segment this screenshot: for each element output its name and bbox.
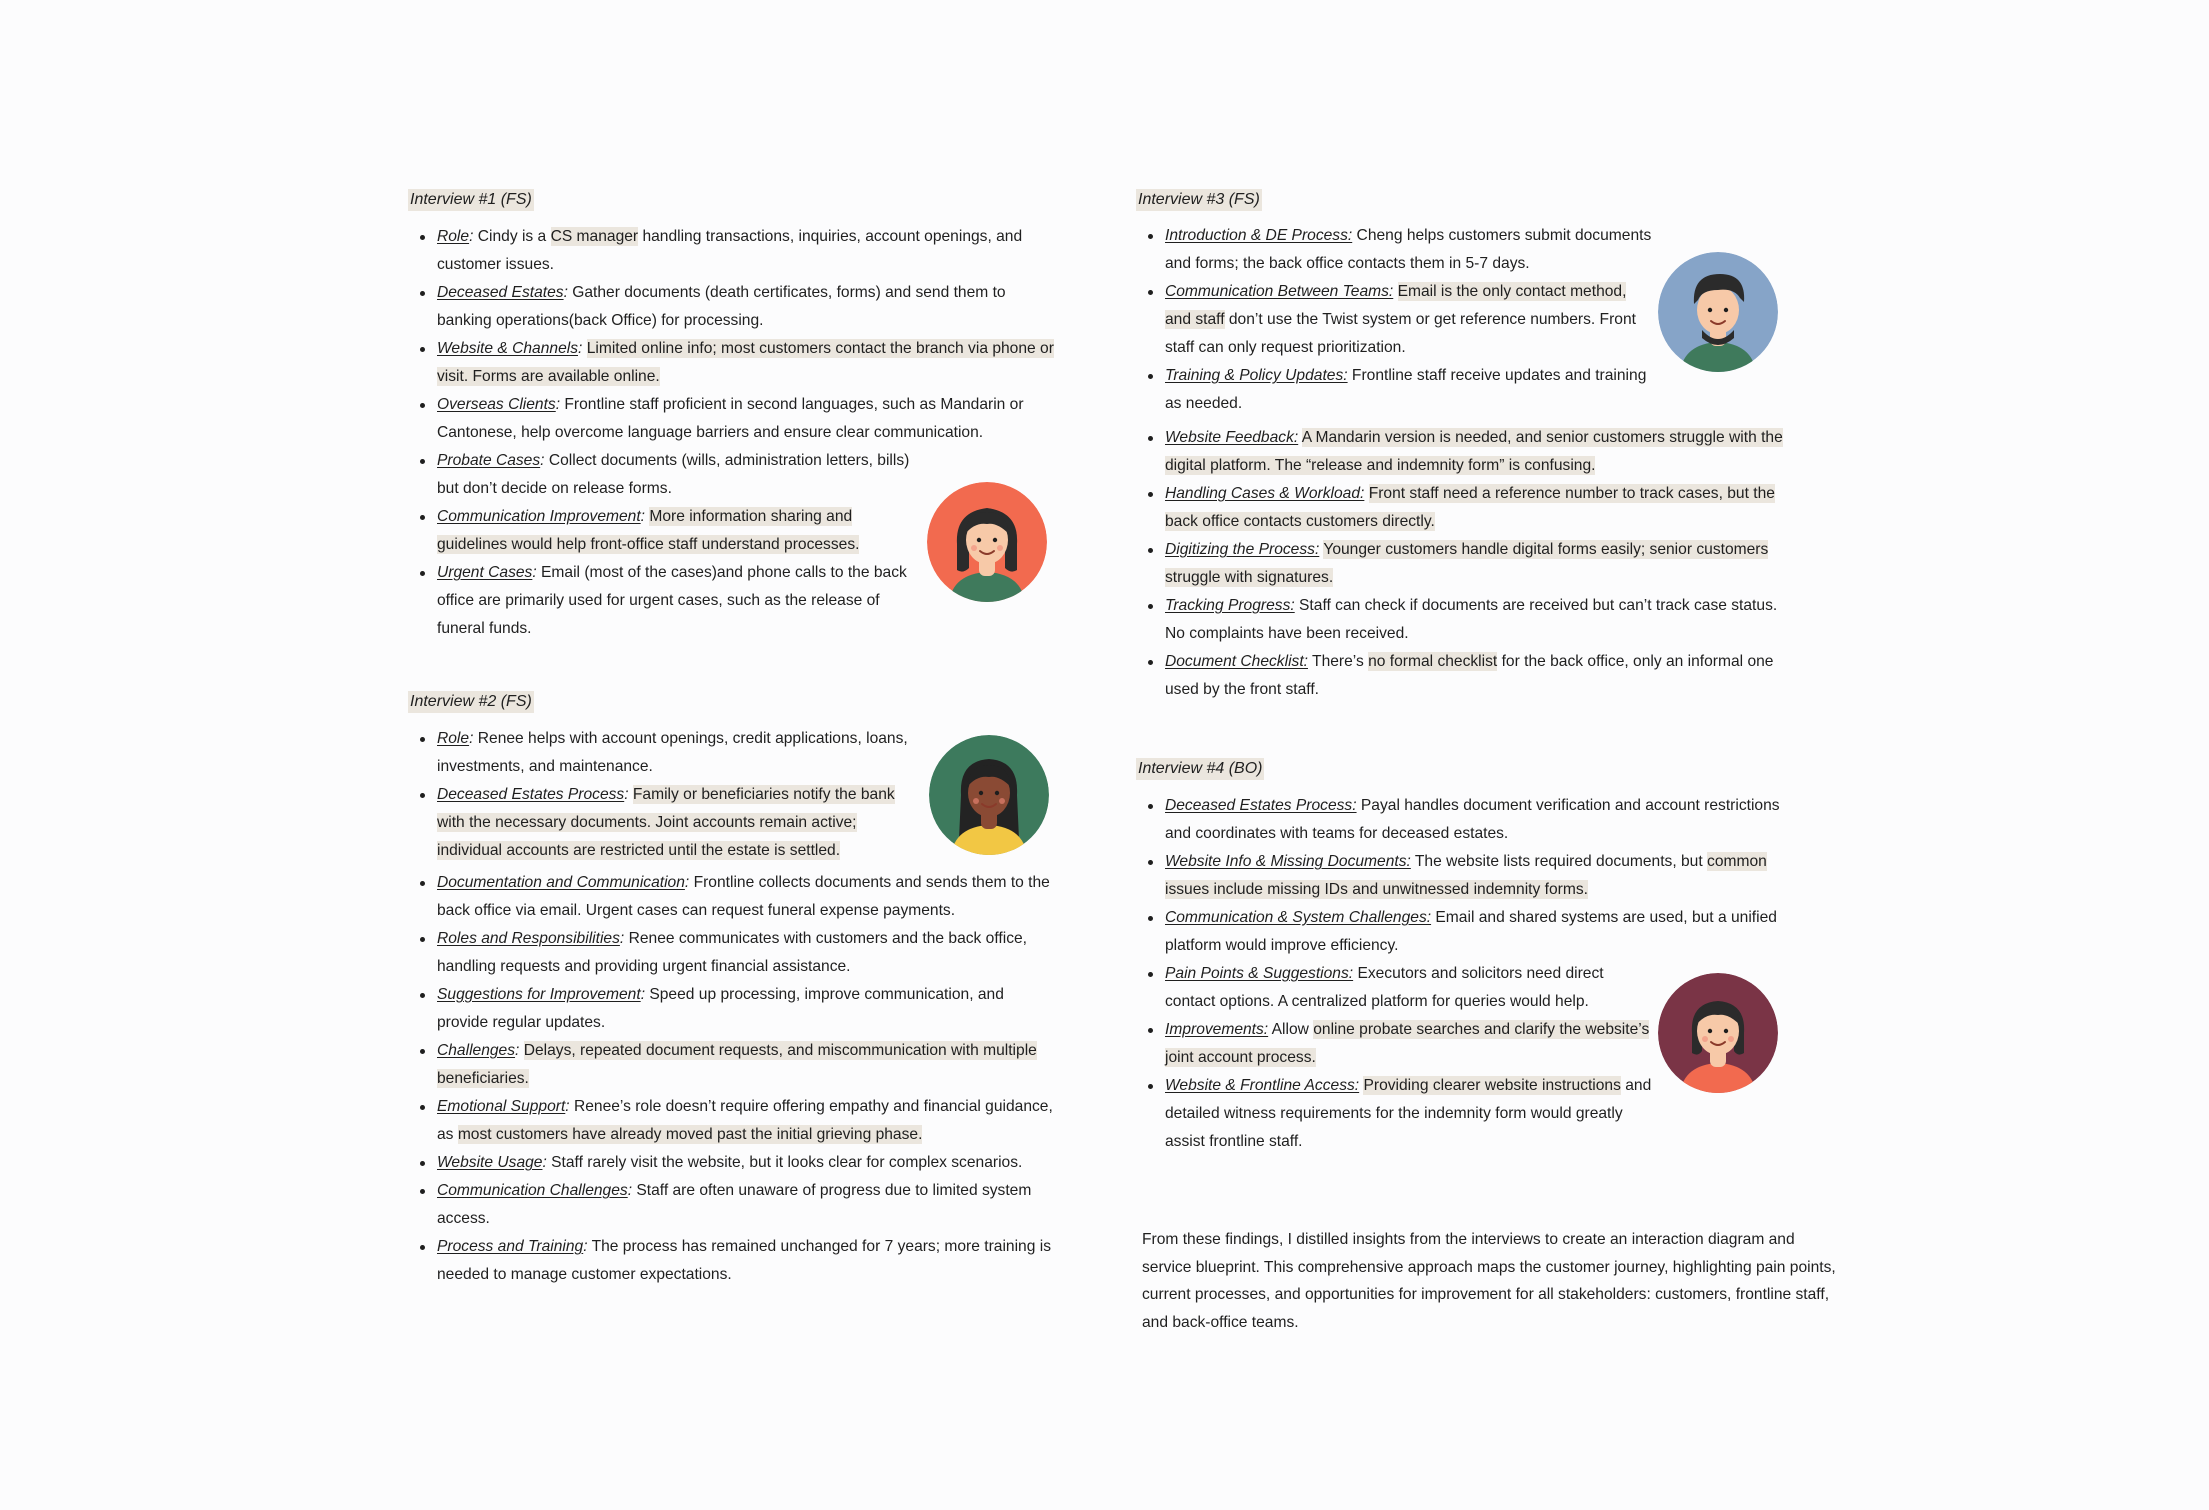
- list-item: [408, 1149, 1058, 1177]
- item-label-separator: :: [578, 340, 583, 357]
- list-item: [1136, 424, 1796, 480]
- item-label: Website & Frontline Access:: [1165, 1077, 1360, 1094]
- item-text: Renee’s role doesn’t require offering empathy and financial guidance, as: [437, 1098, 1053, 1143]
- item-text: and detailed witness requirements for the indemnity form would greatly assist frontline staff.: [1165, 1077, 1652, 1150]
- highlighted-text: most customers have already moved past the initial grieving phase.: [457, 1126, 923, 1143]
- item-label: Pain Points & Suggestions:: [1165, 965, 1354, 982]
- list-item: [408, 1233, 1058, 1289]
- list-item: [408, 559, 912, 643]
- item-label: Urgent Cases: [437, 564, 533, 581]
- list-item: [408, 279, 1058, 335]
- avatar-interview-1: [927, 482, 1047, 602]
- item-label-separator: :: [565, 1098, 570, 1115]
- item-text: Executors and solicitors need direct contact options. A centralized platform for queries would help.: [1165, 965, 1604, 1010]
- highlighted-text: Family or beneficiaries notify the bank with the necessary documents. Joint accounts remain active; individual accounts are restricted until the estate is settled.: [437, 786, 895, 859]
- avatar-interview-4: [1658, 973, 1778, 1093]
- item-text: Staff are often unaware of progress due to limited system access.: [437, 1182, 1032, 1227]
- item-label: Website Usage: [437, 1154, 543, 1171]
- item-label-separator: :: [515, 1042, 520, 1059]
- item-label: Training & Policy Updates:: [1165, 367, 1348, 384]
- item-label: Website & Channels: [437, 340, 578, 357]
- highlighted-text: common issues include missing IDs and unwitnessed indemnity forms.: [1165, 853, 1767, 898]
- item-text: Gather documents (death certificates, forms) and send them to banking operations(back Office) for processing.: [437, 284, 1006, 329]
- item-label-separator: :: [627, 1182, 633, 1199]
- item-label: Deceased Estates Process: [437, 786, 625, 803]
- list-item: [408, 335, 1058, 391]
- list-item: [408, 1177, 1058, 1233]
- list-item: [408, 925, 1058, 981]
- item-label: Website Info & Missing Documents:: [1165, 853, 1411, 870]
- item-text: Frontline staff proficient in second languages, such as Mandarin or Cantonese, help overcome language barriers and ensure clear communication.: [437, 396, 1024, 441]
- item-text: for the back office, only an informal one used by the front staff.: [1165, 653, 1774, 698]
- list-item: [408, 223, 1058, 279]
- item-text: Renee helps with account openings, credit applications, loans, investments, and maintenance.: [437, 730, 908, 775]
- list-item: [408, 503, 912, 559]
- item-label-separator: :: [684, 874, 690, 891]
- item-label-separator: :: [542, 1154, 547, 1171]
- interview-3-title: Interview #3 (FS): [1136, 189, 1262, 211]
- highlighted-text: Providing clearer website instructions: [1363, 1077, 1621, 1094]
- item-label-separator: :: [640, 986, 646, 1003]
- item-label: Emotional Support: [437, 1098, 566, 1115]
- list-item: [1136, 792, 1796, 848]
- item-text: Renee communicates with customers and the back office, handling requests and providing urgent financial assistance.: [437, 930, 1027, 975]
- interview-1-title: Interview #1 (FS): [408, 189, 534, 211]
- item-label-separator: :: [555, 396, 561, 413]
- avatar-interview-3: [1658, 252, 1778, 372]
- item-text: Collect documents (wills, administration letters, bills) but don’t decide on release forms.: [437, 452, 910, 497]
- item-text: [1393, 283, 1397, 300]
- item-label: Suggestions for Improvement: [437, 986, 641, 1003]
- list-item: [1136, 1016, 1655, 1072]
- item-label: Introduction & DE Process:: [1165, 227, 1353, 244]
- list-item: [408, 391, 1058, 447]
- highlighted-text: A Mandarin version is needed, and senior customers struggle with the digital platform. The “release and indemnity form” is confusing.: [1165, 429, 1783, 474]
- item-text: Frontline collects documents and sends them to the back office via email. Urgent cases can request funeral expense payments.: [437, 874, 1050, 919]
- item-text: There’s: [1308, 653, 1369, 670]
- item-label-separator: :: [532, 564, 537, 581]
- list-item: [408, 447, 912, 503]
- list-item: [408, 1093, 1058, 1149]
- item-label: Tracking Progress:: [1165, 597, 1295, 614]
- item-label-separator: :: [624, 786, 629, 803]
- summary-paragraph: From these findings, I distilled insights from the interviews to create an interaction diagram and service blueprint. This comprehensive approach maps the customer journey, highlighting pain points, current processes, and opportunities for improvement for all stakeholders: customers, frontline staff, and back-office teams.: [1142, 1231, 1836, 1331]
- item-label-separator: :: [619, 930, 625, 947]
- list-item: [1136, 222, 1655, 278]
- highlighted-text: Limited online info; most customers contact the branch via phone or visit. Forms are available online.: [437, 340, 1054, 385]
- list-item: [1136, 904, 1796, 960]
- item-label: Roles and Responsibilities: [437, 930, 620, 947]
- item-label: Process and Training: [437, 1238, 584, 1255]
- item-text: Email (most of the cases)and phone calls to the back office are primarily used for urgent cases, such as the release of funeral funds.: [437, 564, 907, 637]
- list-item: [1136, 480, 1796, 536]
- item-label: Deceased Estates Process:: [1165, 797, 1357, 814]
- list-item: [1136, 1072, 1655, 1156]
- highlighted-text: no formal checklist: [1368, 653, 1498, 670]
- highlighted-text: More information sharing and guidelines would help front-office staff understand processes.: [437, 508, 860, 553]
- highlighted-text: Front staff need a reference number to track cases, but the back office contacts customers directly.: [1165, 485, 1775, 530]
- item-label: Overseas Clients: [437, 396, 556, 413]
- list-item: [1136, 362, 1655, 418]
- item-label: Role: [437, 228, 470, 245]
- item-label: Digitizing the Process:: [1165, 541, 1320, 558]
- highlighted-text: Delays, repeated document requests, and miscommunication with multiple beneficiaries.: [437, 1042, 1037, 1087]
- item-text: don’t use the Twist system or get reference numbers. Front staff can only request prioritization.: [1165, 311, 1636, 356]
- list-item: [1136, 960, 1655, 1016]
- item-label: Probate Cases: [437, 452, 541, 469]
- item-text: Email and shared systems are used, but a unified platform would improve efficiency.: [1165, 909, 1777, 954]
- item-label: Improvements:: [1165, 1021, 1269, 1038]
- highlighted-text: online probate searches and clarify the website’s joint account process.: [1165, 1021, 1650, 1066]
- item-label-separator: :: [469, 730, 474, 747]
- highlighted-text: Email is the only contact method, and staff: [1165, 283, 1627, 328]
- item-text: Allow: [1268, 1021, 1314, 1038]
- item-text: Speed up processing, improve communication, and provide regular updates.: [437, 986, 1004, 1031]
- item-text: Frontline staff receive updates and training as needed.: [1165, 367, 1647, 412]
- item-label: Role: [437, 730, 470, 747]
- interview-2-title: Interview #2 (FS): [408, 691, 534, 713]
- interview-4-block: [1136, 758, 1796, 1156]
- item-label: Communication Between Teams:: [1165, 283, 1394, 300]
- list-item: [1136, 848, 1796, 904]
- item-label-separator: :: [540, 452, 545, 469]
- list-item: [1136, 536, 1796, 592]
- item-label-separator: :: [640, 508, 646, 525]
- item-label: Communication Challenges: [437, 1182, 628, 1199]
- interview-4-title: Interview #4 (BO): [1136, 758, 1264, 780]
- item-label-separator: :: [469, 228, 474, 245]
- item-label: Website Feedback:: [1165, 429, 1299, 446]
- item-label: Handling Cases & Workload:: [1165, 485, 1365, 502]
- item-text: Cindy is a: [473, 228, 551, 245]
- highlighted-text: Younger customers handle digital forms easily; senior customers struggle with signatures.: [1165, 541, 1769, 586]
- item-text: Staff rarely visit the website, but it looks clear for complex scenarios.: [546, 1154, 1023, 1171]
- list-item: [408, 1037, 1058, 1093]
- list-item: [1136, 648, 1796, 704]
- list-item: [1136, 592, 1796, 648]
- item-label-separator: :: [563, 284, 568, 301]
- item-label: Challenges: [437, 1042, 516, 1059]
- list-item: [408, 981, 1058, 1037]
- item-text: Cheng helps customers submit documents and forms; the back office contacts them in 5-7 days.: [1165, 227, 1652, 272]
- item-label: Communication Improvement: [437, 508, 641, 525]
- highlighted-text: CS manager: [550, 228, 639, 245]
- list-item: [408, 869, 1058, 925]
- list-item: [1136, 278, 1655, 362]
- list-item: [408, 781, 912, 865]
- item-text: handling transactions, inquiries, account openings, and customer issues.: [437, 228, 1023, 273]
- list-item: [408, 725, 912, 781]
- avatar-interview-2: [929, 735, 1049, 855]
- interview-4-list: [1136, 792, 1796, 1156]
- item-label: Communication & System Challenges:: [1165, 909, 1432, 926]
- item-label: Documentation and Communication: [437, 874, 685, 891]
- item-label: Deceased Estates: [437, 284, 564, 301]
- item-label: Document Checklist:: [1165, 653, 1308, 670]
- item-text: Payal handles document verification and account restrictions and coordinates with teams for deceased estates.: [1165, 797, 1780, 842]
- item-label-separator: :: [583, 1238, 588, 1255]
- item-text: The website lists required documents, but: [1410, 853, 1708, 870]
- item-text: The process has remained unchanged for 7 years; more training is needed to manage customer expectations.: [437, 1238, 1051, 1283]
- item-text: Staff can check if documents are received but can’t track case status. No complaints have been received.: [1165, 597, 1778, 642]
